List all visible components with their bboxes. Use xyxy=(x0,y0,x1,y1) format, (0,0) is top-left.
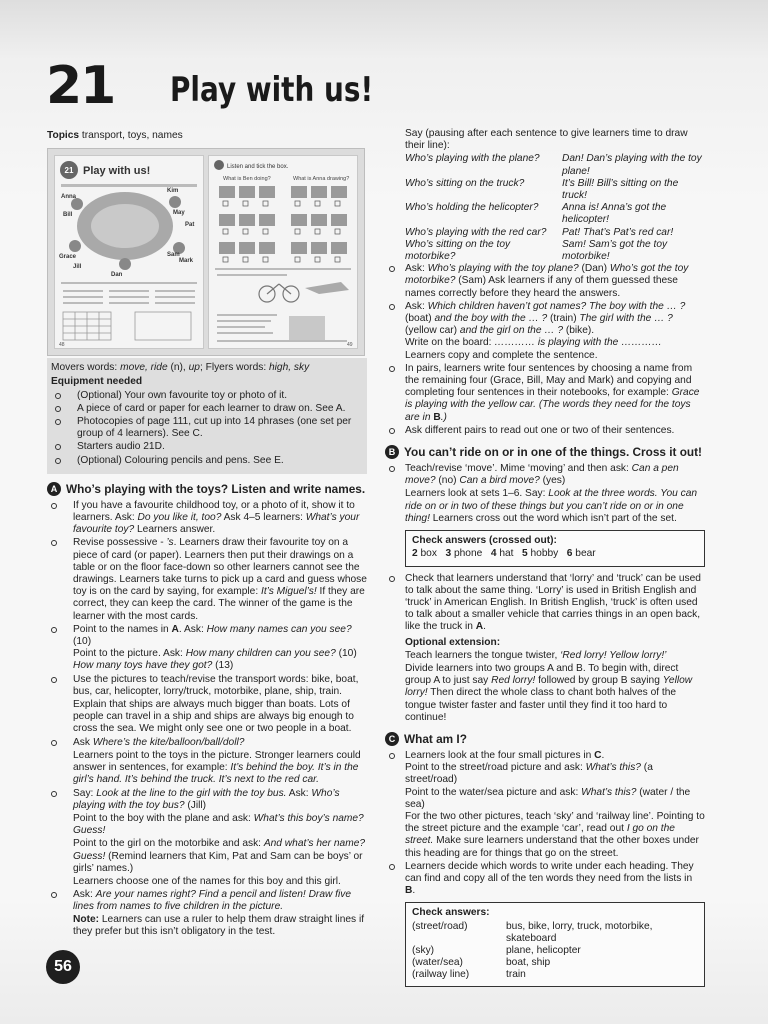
section-a-step: If you have a favourite childhood toy, or a photo of it, show it to learners. Ask: Do you like it, too? Ask 4–5 learners: What’s your favourite toy? Learners answer. xyxy=(47,500,367,537)
section-b-answer-box xyxy=(405,530,705,566)
dialogue-answer: It’s Bill! Bill’s sitting on the truck! xyxy=(562,177,679,202)
equipment-item: (Optional) Your own favourite toy or photo of it. xyxy=(51,390,361,402)
equipment-heading: Equipment needed xyxy=(51,376,143,388)
thumbnail-left-illustration xyxy=(55,156,203,348)
dialogue-list xyxy=(385,153,705,263)
extension-heading: Optional extension: xyxy=(405,636,501,648)
equipment-item: Starters audio 21D. xyxy=(51,441,361,453)
dialogue-question: Who’s playing with the plane? xyxy=(405,153,540,165)
pupil-book-thumbnail xyxy=(47,148,365,356)
thumbnail-right-illustration xyxy=(209,156,357,348)
section-a-step: Ask: Are your names right? Find a pencil and listen! Draw five lines from names to five children in the picture. Note: Learners can use a ruler to help them draw straight lines if they prefer but this isn’t obligatory in the test. xyxy=(47,889,367,938)
thumbnail-name: Dan xyxy=(111,272,123,279)
equipment-item: A piece of card or paper for each learner to draw on. See A. xyxy=(51,403,361,415)
section-c-step: Learners look at the four small pictures in C. Point to the street/road picture and ask: What’s this? (a street/road) Point to the water/sea picture and ask: What’s this? (water / the sea) For the two other pictures, teach ‘sky’ and ‘railway line’. Pointing to the street picture and the example ‘car’, read out I go on the street. Make sure learners understand that the other boxes under this heading are for things that go on the street. xyxy=(385,750,705,860)
page-number: 56 xyxy=(46,950,80,984)
topics-line: Topics transport, toys, names xyxy=(47,130,183,141)
thumbnail-name: Bill xyxy=(63,212,73,219)
section-b-answers: 2 box 3 phone 4 hat 5 hobby 6 bear xyxy=(412,548,596,560)
thumbnail-name: Grace xyxy=(59,254,77,261)
section-a-note: Learners point to the toys in the picture. Stronger learners could answer in sentences, for example: It’s behind the boy. It’s in the girl’s hand. It’s behind the truck. It’s next to the red car. xyxy=(73,749,361,786)
section-b-badge: B xyxy=(385,445,399,459)
section-a-note: Learners choose one of the names for this boy and this girl. xyxy=(73,875,341,887)
section-c-answer-box xyxy=(405,902,705,986)
answer-words: boat, ship xyxy=(506,957,551,969)
section-b-step: Teach/revise ‘move’. Mime ‘moving’ and then ask: Can a pen move? (no) Can a bird move? (yes) xyxy=(385,463,705,487)
section-c-answer-grid xyxy=(412,921,698,982)
thumbnail-page-num-right: 49 xyxy=(347,342,353,349)
thumbnail-name: Mark xyxy=(179,258,194,265)
right-step: Ask different pairs to read out one or two of their sentences. xyxy=(385,425,705,437)
answer-words: train xyxy=(506,969,526,981)
right-column xyxy=(385,128,705,993)
say-intro: Say (pausing after each sentence to give learners time to draw their line): xyxy=(405,128,688,152)
answer-words: bus, bike, lorry, truck, motorbike, skateboard xyxy=(506,920,653,944)
right-step: In pairs, learners write four sentences by choosing a name from the remaining four (Grace, Bill, May and Mark) and copying and completing four sentences in their notebooks, for example: Grace is playing with the yellow car. (The words they need for the toys are in B.) xyxy=(385,363,705,424)
thumbnail-right-heading: Listen and tick the box. xyxy=(227,164,289,171)
thumbnail-name: Pat xyxy=(185,222,195,229)
thumbnail-right-q2: What is Anna drawing? xyxy=(293,176,350,183)
unit-title: Play with us! xyxy=(170,70,374,110)
dialogue-question: Who’s playing with the red car? xyxy=(405,226,547,238)
thumbnail-name: Sam xyxy=(167,252,180,259)
section-b-note: Learners look at sets 1–6. Say: Look at the three words. You can ride on or in two of these things but you can’t ride on or in one thing! Learners cross out the word which isn’t part of the set. xyxy=(405,488,698,524)
dialogue-answer: Dan! Dan’s playing with the toy plane! xyxy=(562,153,702,177)
section-a-badge: A xyxy=(47,482,61,496)
section-c-check-label: Check answers: xyxy=(412,907,490,919)
thumbnail-right-q1: What is Ben doing? xyxy=(223,176,271,183)
extension-text: Teach learners the tongue twister, ‘Red lorry! Yellow lorry!’ xyxy=(405,649,667,661)
dialogue-answer: Pat! That’s Pat’s red car! xyxy=(562,226,674,238)
section-c-step: Learners decide which words to write under each heading. They can find and copy all of the ten words they need from the lists in B. xyxy=(385,861,705,898)
dialogue-question: Who’s sitting on the toy motorbike? xyxy=(405,238,511,263)
right-step: Ask: Which children haven’t got names? The boy with the … ? (boat) and the boy with the … ? (train) The girl with the … ? (yellow car) and the girl on the … ? (bike). Write on the board: ………… is playing with the ………… Learners copy and complete the sentence. xyxy=(385,301,705,362)
section-b-step: Check that learners understand that ‘lorry’ and ‘truck’ can be used to talk about the same thing. ‘Lorry’ is used in British English and ‘truck’ in American English. In British English, ‘truck’ is often used to talk about a smaller vehicle that carries things in an open back, like the truck in A. xyxy=(385,573,705,634)
left-column xyxy=(47,128,367,939)
thumbnail-page-left xyxy=(54,155,204,349)
section-c-heading: C What am I? xyxy=(385,732,705,746)
equipment-item: Photocopies of page 111, cut up into 14 phrases (one set per group of 4 learners). See C. xyxy=(51,416,361,440)
dialogue-answer: Anna is! Anna’s got the helicopter! xyxy=(562,202,667,226)
section-a-step: Revise possessive - ’s. Learners draw their favourite toy on a piece of card (or paper). Learners then put their drawings on a table or on the floor face-down so other learners cannot see the drawings. Learners take turns to pick up a card and guess whose toy is on the card by saying, for example: It’s Miguel’s! If they are correct, they can keep the card. The winner of the game is the learner with the most cards. xyxy=(47,537,367,622)
dialogue-question: Who’s sitting on the truck? xyxy=(405,177,525,189)
equipment-panel xyxy=(47,358,367,474)
thumbnail-name: Anna xyxy=(61,194,76,201)
extension-text: Divide learners into two groups A and B. To begin with, direct group A to just say Red lorry! followed by group B saying Yellow lorry! Then direct the whole class to chant both halves of the tongue twister faster and faster until they find it too hard to continue! xyxy=(405,662,693,723)
words-line: Movers words: move, ride (n), up; Flyers words: high, sky xyxy=(51,362,310,374)
section-a-step: Use the pictures to teach/revise the transport words: bike, boat, bus, car, helicopter, lorry/truck, motorbike, plane, ship, train. xyxy=(47,674,367,698)
section-a-note: Explain that ships are always much bigger than boats. Lots of people can travel in a ship and ships are always big enough to cross the sea. We might only see one or two people in a boat. xyxy=(73,699,354,735)
section-b-check-label: Check answers (crossed out): xyxy=(412,535,557,547)
answer-heading: (railway line) xyxy=(412,969,470,981)
section-a-note: Point to the boy with the plane and ask: What’s this boy’s name? Guess! xyxy=(73,812,364,837)
thumbnail-name: May xyxy=(173,210,185,217)
section-a-heading: A Who’s playing with the toys? Listen and write names. xyxy=(47,482,367,496)
section-a-step: Ask Where’s the kite/balloon/ball/doll? xyxy=(47,737,367,749)
unit-number: 21 xyxy=(46,56,115,116)
dialogue-answer: Sam! Sam’s got the toy motorbike! xyxy=(562,238,668,263)
section-c-badge: C xyxy=(385,732,399,746)
answer-heading: (sky) xyxy=(412,944,435,956)
section-a-step: Point to the names in A. Ask: How many names can you see? (10) Point to the picture. Ask: How many children can you see? (10) How many toys have they got? (13) xyxy=(47,624,367,673)
equipment-item: (Optional) Colouring pencils and pens. See E. xyxy=(51,455,361,467)
thumbnail-name: Jill xyxy=(73,264,82,271)
section-a-step: Say: Look at the line to the girl with the toy bus. Ask: Who’s playing with the toy bus? (Jill) xyxy=(47,788,367,812)
thumbnail-badge: 21 xyxy=(64,166,74,176)
section-a-note: Point to the girl on the motorbike and ask: And what’s her name? Guess! (Remind learners that Kim, Pat and Sam can be boys’ or girls’ names.) xyxy=(73,838,366,874)
thumbnail-name: Kim xyxy=(167,188,179,195)
answer-words: plane, helicopter xyxy=(506,944,581,956)
right-step: Ask: Who’s playing with the toy plane? (Dan) Who’s got the toy motorbike? (Sam) Ask learners if any of them guessed these names correctly before they heard the answers. xyxy=(385,263,705,300)
answer-heading: (street/road) xyxy=(412,920,468,932)
section-b-heading: B You can’t ride on or in one of the things. Cross it out! xyxy=(385,445,705,459)
thumbnail-page-num-left: 48 xyxy=(59,342,65,349)
thumbnail-title: Play with us! xyxy=(83,165,151,178)
answer-heading: (water/sea) xyxy=(412,957,463,969)
thumbnail-page-right xyxy=(208,155,358,349)
dialogue-question: Who’s holding the helicopter? xyxy=(405,202,539,214)
